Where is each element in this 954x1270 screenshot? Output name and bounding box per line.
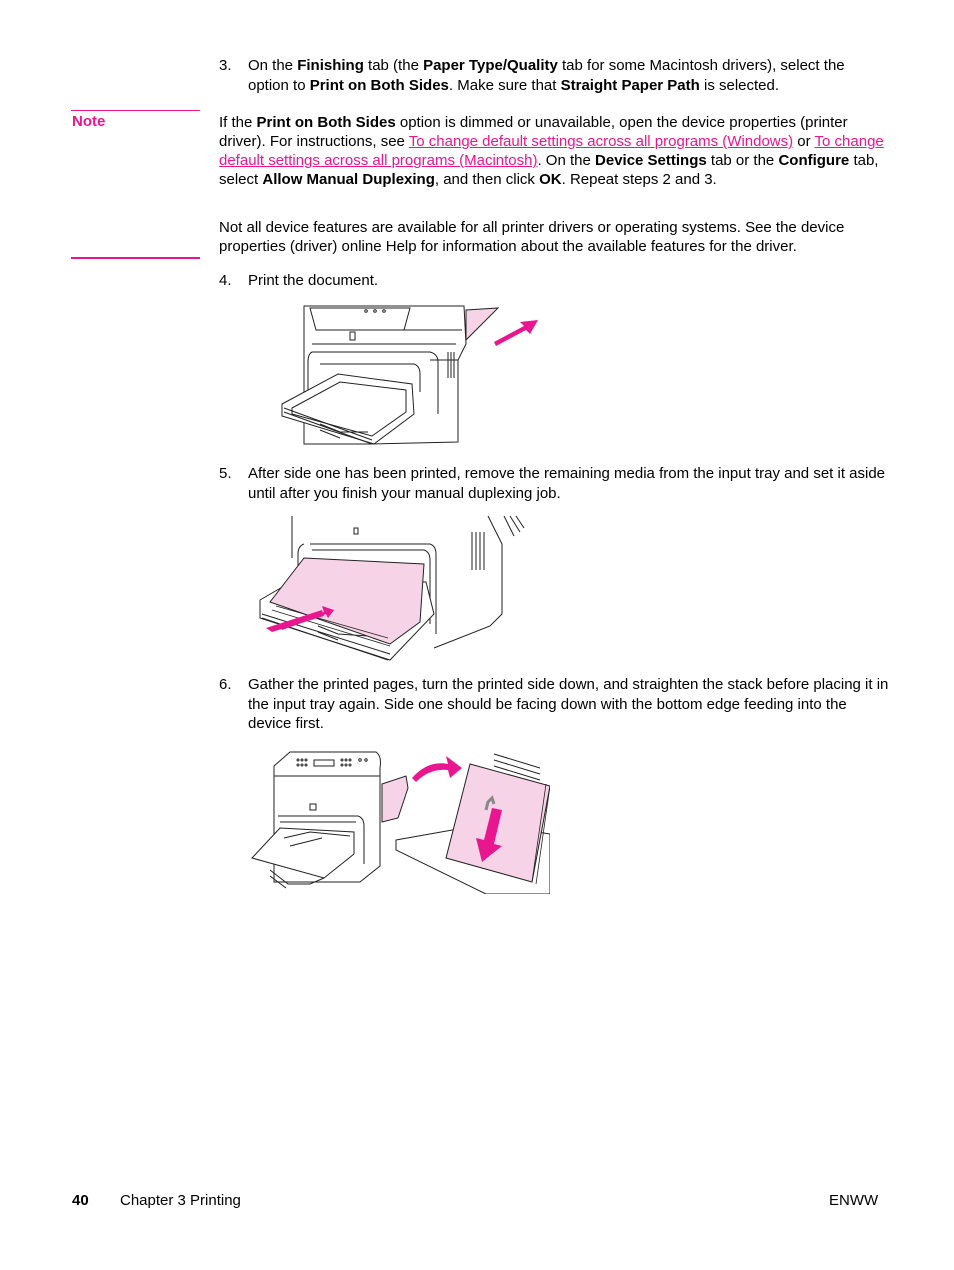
step-number: 3. xyxy=(219,57,232,74)
step-6 xyxy=(219,675,889,734)
step-text: Print the document. xyxy=(248,272,379,289)
step-number: 6. xyxy=(219,676,232,693)
link-windows-defaults[interactable]: To change default settings across all programs (Windows) xyxy=(408,133,794,150)
note-paragraph-2: Not all device features are available for all printer drivers or operating systems. See the device properties (driver) online Help for information about the available features for the driver. xyxy=(219,219,845,255)
printer-output-icon xyxy=(280,304,540,446)
footer-right-label: ENWW xyxy=(829,1192,879,1209)
step-text: Gather the printed pages, turn the printed side down, and straighten the stack before placing it in the input tray again. Side one should be facing down with the bottom edge feeding into the device first. xyxy=(248,676,889,732)
step-5 xyxy=(219,464,889,503)
step-3 xyxy=(219,56,889,95)
step-text: After side one has been printed, remove the remaining media from the input tray and set it aside until after you finish your manual duplexing job. xyxy=(248,465,886,502)
printer-reload-stack-icon xyxy=(250,746,550,894)
step-number: 5. xyxy=(219,465,232,482)
note-top-rule xyxy=(71,110,200,111)
note-bottom-rule xyxy=(71,257,200,259)
footer-chapter: Chapter 3 Printing xyxy=(120,1192,241,1209)
step-number: 4. xyxy=(219,272,232,289)
step-text: On the Finishing tab (the Paper Type/Quality tab for some Macintosh drivers), select the option to Print on Both Sides. Make sure that Straight Paper Path is selected. xyxy=(248,57,845,94)
note-label: Note xyxy=(72,113,106,130)
page-number: 40 xyxy=(72,1192,89,1209)
note-paragraph-1: If the Print on Both Sides option is dimmed or unavailable, open the device properties (printer driver). For instructions, see To change default settings across all programs (Windows) or To change default settings across all programs (Macintosh). On the Device Settings tab or the Configure tab, select Allow Manual Duplexing, and then click OK. Repeat steps 2 and 3. xyxy=(219,114,884,188)
link-macintosh-defaults[interactable]: To change default settings across all programs (Macintosh) xyxy=(219,133,884,169)
step-4 xyxy=(219,271,889,291)
printer-remove-media-icon xyxy=(258,514,530,662)
